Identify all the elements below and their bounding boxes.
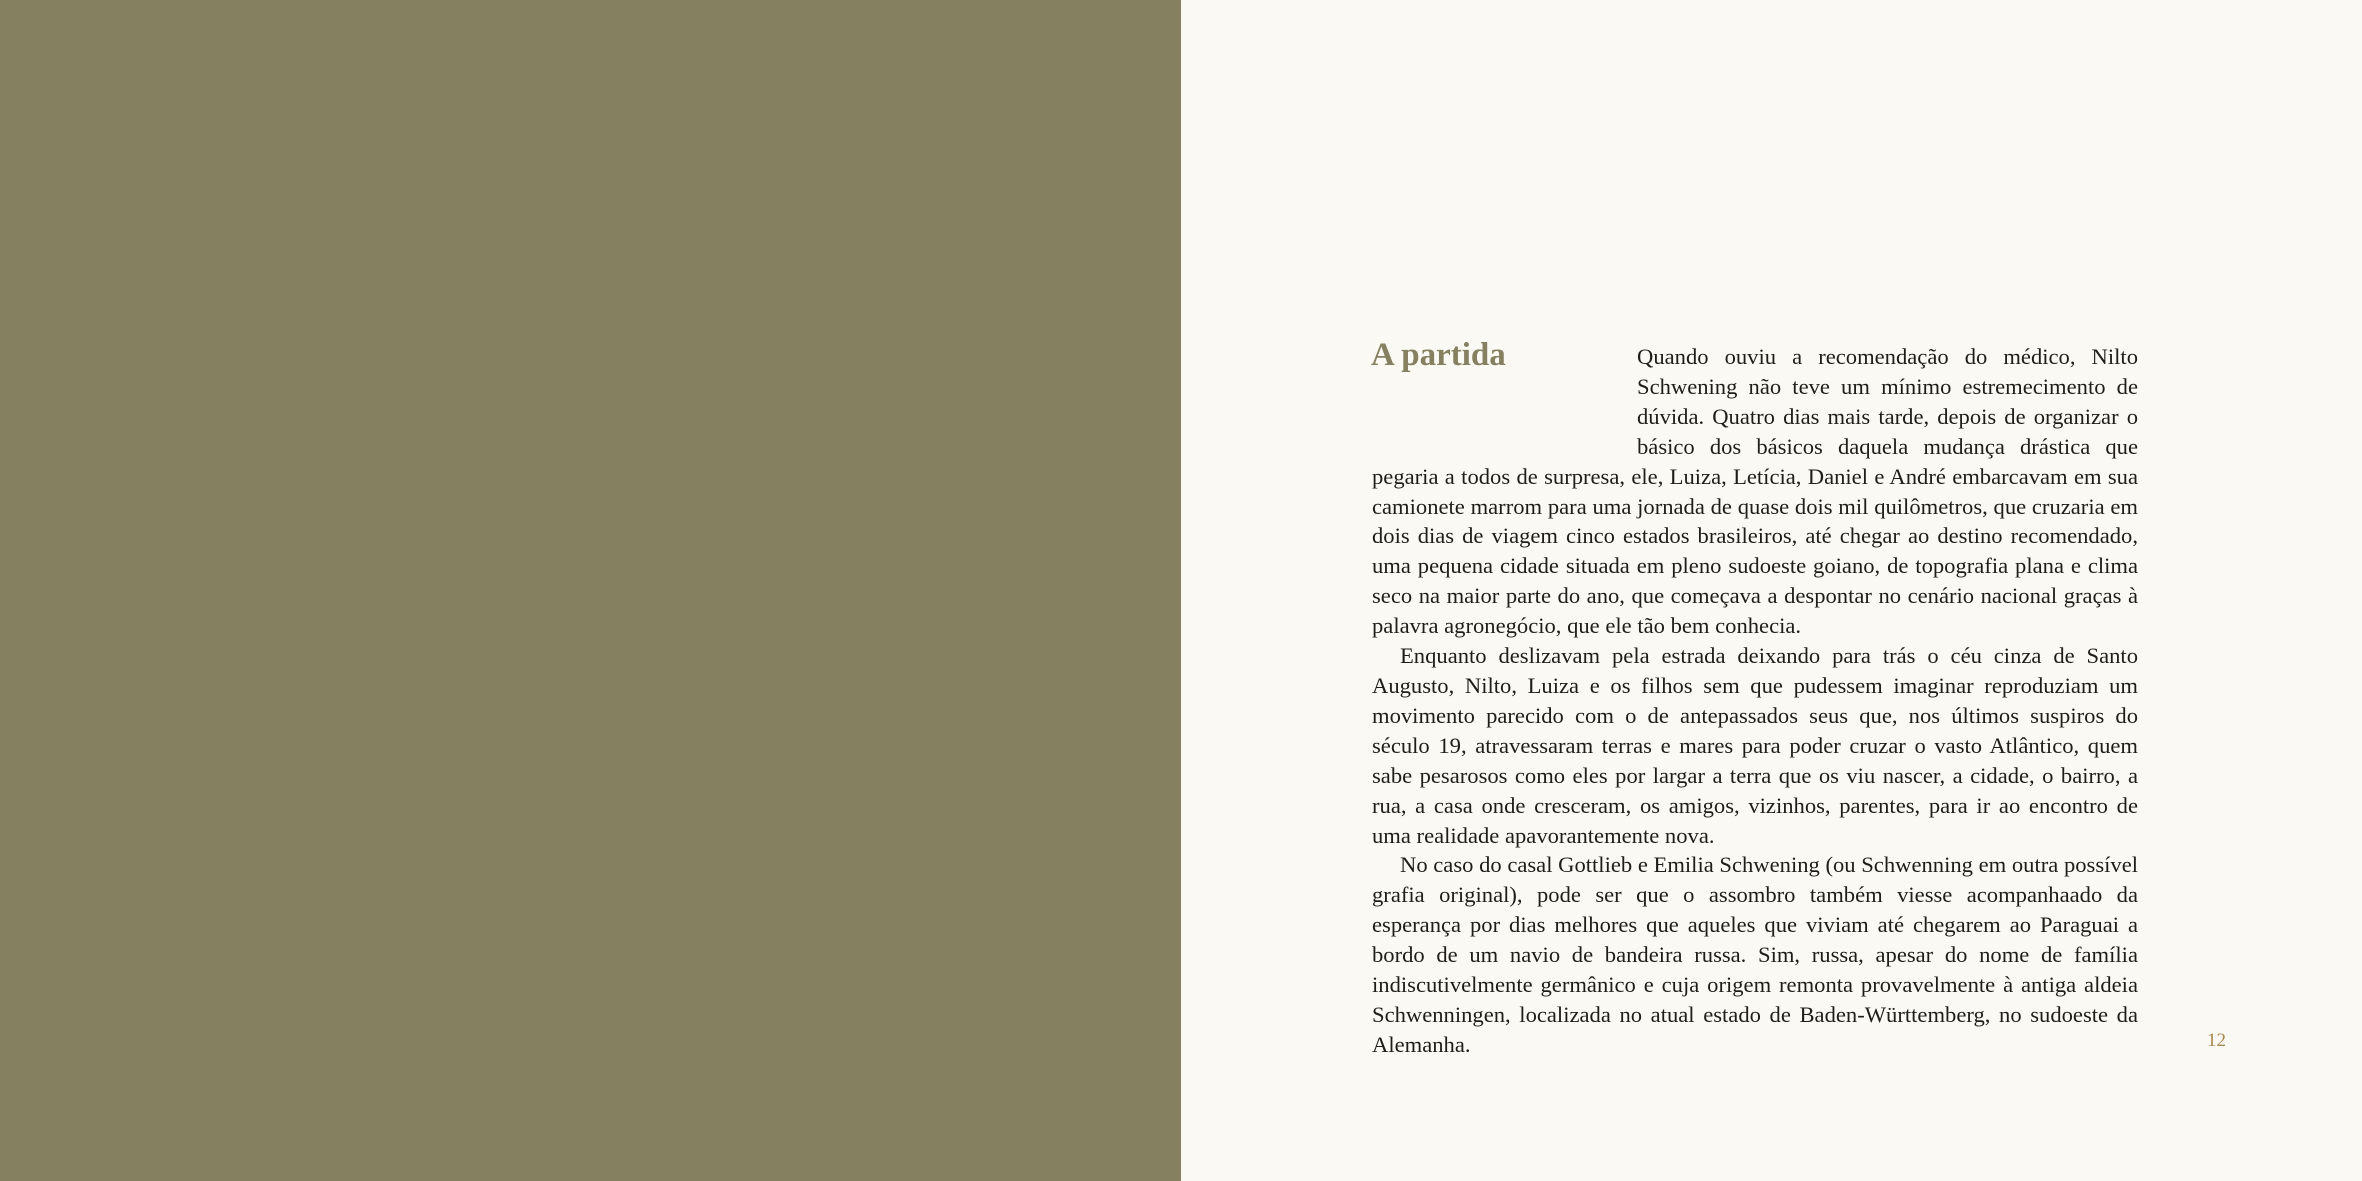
paragraph-2: Enquanto deslizavam pela estrada deixando para trás o céu cinza de Santo Augusto, Nilto, Luiza e os filhos sem que pudessem imaginar reproduziam um movimento parecido com o de antepassados seus que, nos últimos suspiros do século 19, atravessaram terras e mares para poder cruzar o vasto Atlântico, quem sabe pesarosos como eles por largar a terra que os viu nascer, a cidade, o bairro, a rua, a casa onde cresceram, os amigos, vizinhos, parentes, para ir ao encontro de uma realidade apavorantemente nova. [1372,643,2138,848]
title-spacer [1372,342,1637,458]
chapter-body [1372,342,2138,1060]
page-number: 12 [2207,1030,2226,1051]
paragraph-1: Quando ouviu a recomendação do médico, Nilto Schwening não teve um mínimo estremecimento de dúvida. Quatro dias mais tarde, depois de organizar o básico dos básicos daquela mudança drástica que pegaria a todos de surpresa, ele, Luiza, Letícia, Daniel e André embarcavam em sua camionete marrom para uma jornada de quase dois mil quilômetros, que cruzaria em dois dias de viagem cinco estados brasileiros, até chegar ao destino recomendado, uma pequena cidade situada em pleno sudoeste goiano, de topografia plana e clima seco na maior parte do ano, que começava a despontar no cenário nacional graças à palavra agronegócio, que ele tão bem conhecia. [1372,344,2138,639]
chapter-title: A partida [1371,337,1506,373]
paragraph-3: No caso do casal Gottlieb e Emilia Schwening (ou Schwenning em outra possível grafia original), pode ser que o assombro também viesse acompanhaado da esperança por dias melhores que aqueles que viviam até chegarem ao Paraguai a bordo de um navio de bandeira russa. Sim, russa, apesar do nome de família indiscutivelmente germânico e cuja origem remonta provavelmente à antiga aldeia Schwenningen, localizada no atual estado de Baden-Württemberg, no sudoeste da Alemanha. [1372,852,2138,1057]
